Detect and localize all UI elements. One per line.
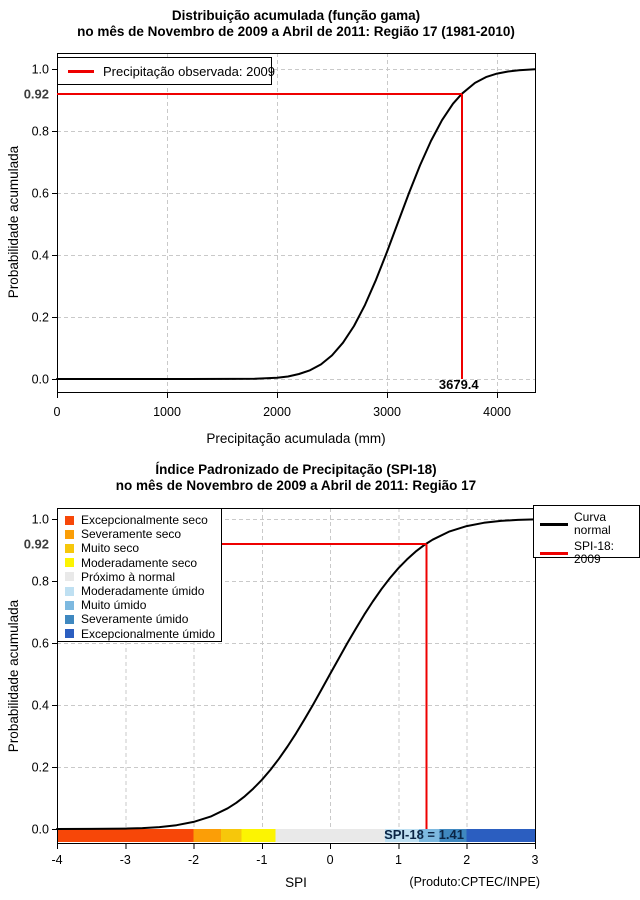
category-label: Excepcionalmente úmido xyxy=(81,626,216,641)
legend-item xyxy=(65,598,221,612)
gamma-chart-title-line2: no mês de Novembro de 2009 a Abril de 2011: Região 17 (1981-2010) xyxy=(77,24,515,39)
y-tick-label: 0.2 xyxy=(31,310,49,325)
red-line-sample-icon xyxy=(540,552,568,555)
red-line-sample-icon xyxy=(68,70,94,73)
legend-item xyxy=(540,540,639,566)
black-line-sample-icon xyxy=(540,523,568,526)
x-tick-label: -3 xyxy=(119,853,131,867)
category-label: Moderadamente seco xyxy=(81,555,198,570)
y-tick-label: 0.0 xyxy=(31,822,49,837)
curve-legend-label: Curva normal xyxy=(574,510,611,537)
x-tick-label: 3 xyxy=(531,853,539,867)
producer-credit: (Produto:CPTEC/INPE) xyxy=(409,875,540,889)
y-tick-label: 0.2 xyxy=(31,760,49,775)
x-tick-label: 3000 xyxy=(373,405,401,419)
y-tick-label: 1.0 xyxy=(31,62,49,77)
category-color-swatch xyxy=(65,558,74,567)
x-tick-label: 1000 xyxy=(153,405,181,419)
category-color-swatch xyxy=(65,587,74,596)
legend-item xyxy=(65,627,221,641)
category-color-swatch xyxy=(65,615,74,624)
y-tick-label: 0.6 xyxy=(31,636,49,651)
legend-item xyxy=(65,570,221,584)
category-label: Severamente úmido xyxy=(81,612,189,627)
legend-item xyxy=(65,612,221,626)
category-color-swatch xyxy=(65,572,74,581)
spi-category-bar-segment xyxy=(276,829,385,842)
category-label: Moderadamente úmido xyxy=(81,584,205,599)
category-color-swatch xyxy=(65,601,74,610)
category-label: Muito úmido xyxy=(81,598,147,613)
legend-item xyxy=(65,556,221,570)
gamma-chart-y-axis-label: Probabilidade acumulada xyxy=(6,145,21,299)
category-label: Próximo à normal xyxy=(81,569,176,584)
y-tick-label: 0.4 xyxy=(31,698,49,713)
cdf-curve xyxy=(57,69,535,379)
spi-category-bar-segment xyxy=(194,829,221,842)
x-tick-label: 1 xyxy=(394,853,402,867)
category-label: Muito seco xyxy=(81,541,140,556)
x-tick-label: -1 xyxy=(256,853,268,867)
y-tick-label: 0.0 xyxy=(31,372,49,387)
category-color-swatch xyxy=(65,629,74,638)
spi-category-bar-segment xyxy=(57,829,194,842)
spi-chart-title-line2: no mês de Novembro de 2009 a Abril de 2011: Região 17 xyxy=(115,478,477,493)
y-tick-label: 1.0 xyxy=(31,512,49,527)
y-tick-label: 0.6 xyxy=(31,186,49,201)
legend-item xyxy=(65,584,221,598)
spi-chart-title-line1: Índice Padronizado de Precipitação (SPI-18) xyxy=(155,462,437,477)
y-tick-label: 0.8 xyxy=(31,124,49,139)
spi-chart-y-axis-label: Probabilidade acumulada xyxy=(6,599,21,753)
x-tick-label: 4000 xyxy=(483,405,511,419)
x-tick-label: -2 xyxy=(188,853,200,867)
gamma-chart-plot xyxy=(24,53,536,419)
spi-category-bar-segment xyxy=(467,829,535,842)
x-tick-label: 2000 xyxy=(263,405,291,419)
gamma-chart-legend xyxy=(57,57,276,85)
category-label: Excepcionalmente seco xyxy=(81,513,208,528)
y-tick-label: 0.4 xyxy=(31,248,49,263)
gamma-legend-label: Precipitação observada: 2009 xyxy=(103,63,276,79)
spi-value-label: SPI-18 = 1.41 xyxy=(384,827,464,842)
category-label: Severamente seco xyxy=(81,527,182,542)
spi-curve-legend xyxy=(533,505,640,566)
gamma-chart-title-line1: Distribuição acumulada (função gama) xyxy=(171,8,421,23)
spi-category-legend xyxy=(57,508,222,642)
legend-item xyxy=(540,511,639,537)
x-tick-label: 0 xyxy=(326,853,334,867)
y-tick-label: 0.8 xyxy=(31,574,49,589)
spi-legend-label: SPI-18: 2009 xyxy=(574,539,615,566)
gamma-chart-x-axis-label: Precipitação acumulada (mm) xyxy=(206,431,386,446)
probability-highlight-label: 0.92 xyxy=(23,86,49,102)
legend-item xyxy=(65,527,221,541)
plot-border xyxy=(58,54,536,393)
category-color-swatch xyxy=(65,544,74,553)
x-tick-label: -4 xyxy=(51,853,63,867)
category-color-swatch xyxy=(65,530,74,539)
category-color-swatch xyxy=(65,516,74,525)
spi-chart-x-axis-label: SPI xyxy=(285,875,307,890)
spi-category-bar-segment xyxy=(221,829,241,842)
legend-item xyxy=(65,541,221,555)
x-tick-label: 0 xyxy=(53,405,61,419)
x-tick-label: 2 xyxy=(463,853,471,867)
spi-category-bar-segment xyxy=(241,829,275,842)
precipitation-value-label: 3679.4 xyxy=(438,377,479,392)
probability-highlight-label: 0.92 xyxy=(23,536,49,552)
legend-item xyxy=(65,513,221,527)
